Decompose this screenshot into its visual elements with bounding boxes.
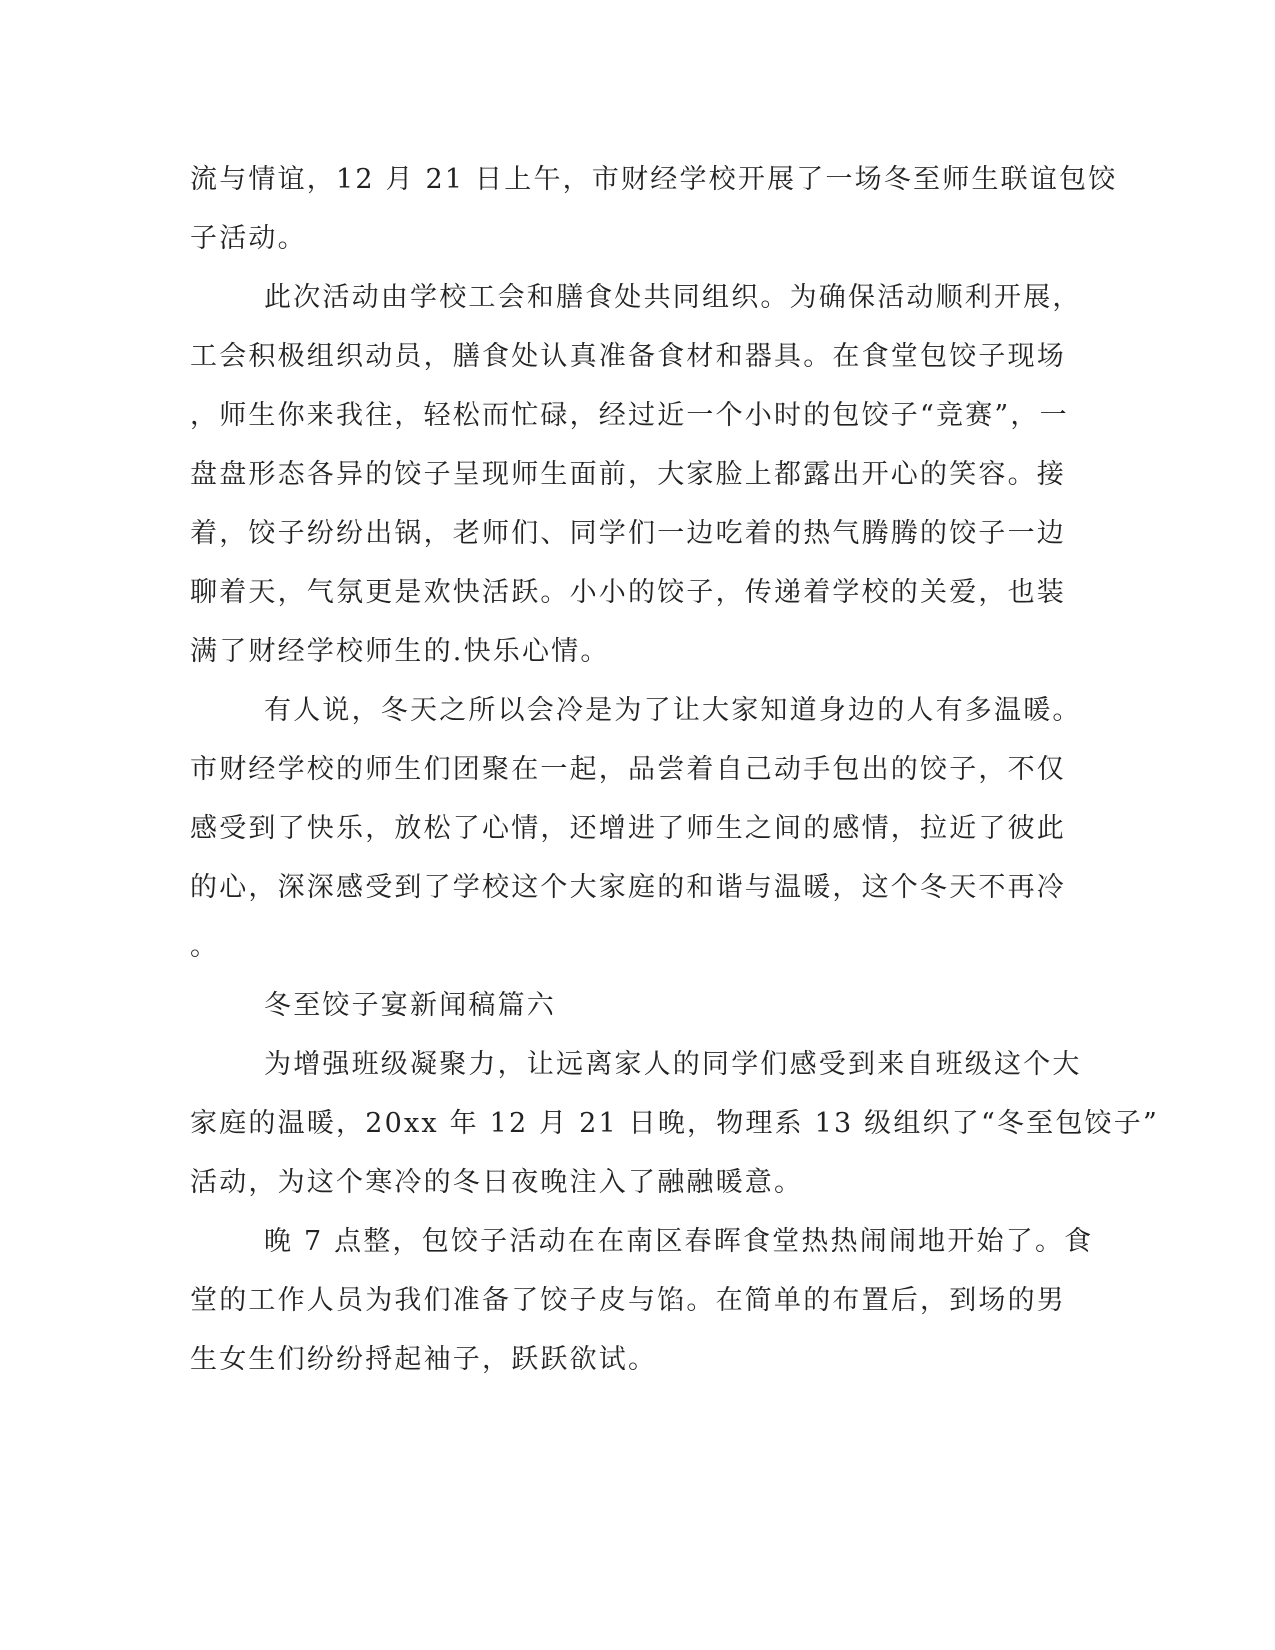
paragraph-line: 感受到了快乐，放松了心情，还增进了师生之间的感情，拉近了彼此 [190,813,1066,844]
paragraph-line: 流与情谊，12 月 21 日上午，市财经学校开展了一场冬至师生联谊包饺 [190,164,1118,195]
paragraph-line: 市财经学校的师生们团聚在一起，品尝着自己动手包出的饺子，不仅 [190,754,1066,785]
paragraph-line: 工会积极组织动员，膳食处认真准备食材和器具。在食堂包饺子现场 [190,341,1066,372]
paragraph-line: 活动，为这个寒冷的冬日夜晚注入了融融暖意。 [190,1167,804,1198]
section-heading: 冬至饺子宴新闻稿篇六 [264,990,556,1021]
paragraph-line: 盘盘形态各异的饺子呈现师生面前，大家脸上都露出开心的笑容。接 [190,459,1066,490]
paragraph-line: 聊着天，气氛更是欢快活跃。小小的饺子，传递着学校的关爱，也装 [190,577,1066,608]
paragraph-line: 的心，深深感受到了学校这个大家庭的和谐与温暖，这个冬天不再冷 [190,872,1066,903]
paragraph-line: 此次活动由学校工会和膳食处共同组织。为确保活动顺利开展， [264,282,1082,313]
paragraph-line: 堂的工作人员为我们准备了饺子皮与馅。在简单的布置后，到场的男 [190,1285,1066,1316]
paragraph-line: 生女生们纷纷捋起袖子，跃跃欲试。 [190,1344,658,1375]
paragraph-line: 着，饺子纷纷出锅，老师们、同学们一边吃着的热气腾腾的饺子一边 [190,518,1066,549]
paragraph-line: 家庭的温暖，20xx 年 12 月 21 日晚，物理系 13 级组织了“冬至包饺子” [190,1108,1159,1139]
paragraph-line: ，师生你来我往，轻松而忙碌，经过近一个小时的包饺子“竞赛”，一 [190,400,1069,431]
paragraph-line: 子活动。 [190,223,307,254]
paragraph-line: 为增强班级凝聚力，让远离家人的同学们感受到来自班级这个大 [264,1049,1082,1080]
paragraph-line: 晚 7 点整，包饺子活动在在南区春晖食堂热热闹闹地开始了。食 [264,1226,1094,1257]
paragraph-line: 有人说，冬天之所以会冷是为了让大家知道身边的人有多温暖。 [264,695,1082,726]
paragraph-line: 。 [190,931,220,962]
paragraph-line: 满了财经学校师生的.快乐心情。 [190,636,610,667]
